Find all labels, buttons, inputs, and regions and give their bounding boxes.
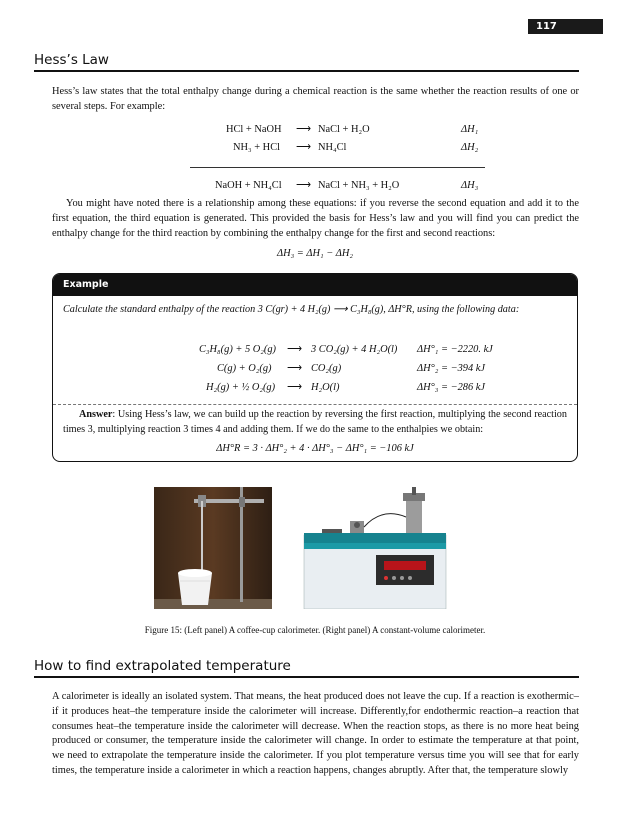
page-number: 117	[528, 19, 603, 34]
arrow-icon: ⟶	[296, 124, 311, 135]
arrow-icon: ⟶	[296, 142, 311, 153]
example-question: Calculate the standard enthalpy of the reaction 3 C(gr) + 4 H₂(g) ⟶ C₃H₈(g), ΔH°R, using the following data:	[63, 304, 520, 315]
reaction-1-dh: ΔH₁	[461, 124, 479, 135]
example-box	[52, 273, 578, 462]
reaction-1-right: NaCl + H₂O	[318, 124, 370, 135]
reaction-2-dh: ΔH₂	[461, 142, 479, 153]
reaction-1-left: HCl + NaOH	[226, 124, 282, 135]
data-row-1-right: 3 CO₂(g) + 4 H₂O(l)	[311, 344, 398, 355]
arrow-icon: ⟶	[287, 382, 302, 393]
relationship-paragraph: You might have noted there is a relationship among these equations: if you reverse the second equation and add it to the first equation, the third equation is generated. This provided the basis for Hess’s law and you will find you can predict the enthalpy change for the third reaction by combining the enthalpy change for the first and second reactions:	[52, 198, 579, 239]
reaction-3-left: NaOH + NH₄Cl	[215, 180, 282, 191]
data-row-3-dh: ΔH°₃ = −286 kJ	[417, 382, 485, 393]
data-row-2-right: CO₂(g)	[311, 363, 342, 374]
relation-equation: ΔH₃ = ΔH₁ − ΔH₂	[276, 248, 354, 259]
data-row-1-dh: ΔH°₁ = −2220. kJ	[417, 344, 493, 355]
data-row-2-left: C(g) + O₂(g)	[217, 363, 272, 374]
section-title-extrapolated: How to find extrapolated temperature	[34, 658, 291, 674]
data-row-3-right: H₂O(l)	[311, 382, 340, 393]
coffee-cup-calorimeter-photo	[154, 487, 272, 609]
figure-caption: Figure 15: (Left panel) A coffee-cup calorimeter. (Right panel) A constant-volume calorimeter.	[144, 625, 486, 635]
extrapolation-paragraph: A calorimeter is ideally an isolated system. That means, the heat produced does not leave the cup. If a reaction is exothermic–if it produces heat–the temperature inside the calorimeter will increase. Differently,for endothermic reaction–a reaction that consumes heat–the temperature inside the calorimeter will decrease. When the reaction stops, as there is no more heat being produced or consumer, the temperature inside the calorimeter will change. In order to estimate the temperature at that point, we need to extrapolate the temperature inside the calorimeter. If you plot temperature versus time you will see that for early times, the temperature inside a calorimeter in which a reaction happens, changes abruptly. After that, the temperature slowly	[52, 691, 579, 776]
answer-paragraph	[63, 408, 567, 437]
reaction-2-left: NH₃ + HCl	[233, 142, 281, 153]
intro-paragraph: Hess’s law states that the total enthalpy change during a chemical reaction is the same whether the reaction results of one or several steps. For example:	[52, 86, 579, 112]
dashed-divider	[53, 404, 577, 405]
arrow-icon: ⟶	[287, 363, 302, 374]
data-row-2-dh: ΔH°₂ = −394 kJ	[417, 363, 485, 374]
answer-label: Answer	[79, 409, 113, 420]
section-rule	[34, 676, 579, 678]
sum-rule	[190, 167, 485, 168]
data-row-1-left: C₃H₈(g) + 5 O₂(g)	[199, 344, 277, 355]
reaction-3-dh: ΔH₃	[461, 180, 479, 191]
example-header: Example	[53, 274, 577, 296]
arrow-icon: ⟶	[296, 180, 311, 191]
arrow-icon: ⟶	[287, 344, 302, 355]
constant-volume-calorimeter-photo	[302, 487, 450, 609]
section-rule	[34, 70, 579, 72]
reaction-3-right: NaCl + NH₃ + H₂O	[318, 180, 400, 191]
answer-equation: ΔH°R = 3 · ΔH°₂ + 4 · ΔH°₃ − ΔH°₁ = −106 kJ	[216, 443, 414, 454]
data-row-3-left: H₂(g) + ½ O₂(g)	[206, 382, 276, 393]
answer-text: : Using Hess’s law, we can build up the reaction by reversing the first reaction, multiplying the second reaction times 3, multiplying reaction 3 times 4 and adding them. If we do the same to the enthalpies we obtain:	[63, 409, 567, 435]
section-title-hess: Hess’s Law	[34, 52, 109, 68]
reaction-2-right: NH₄Cl	[318, 142, 347, 153]
